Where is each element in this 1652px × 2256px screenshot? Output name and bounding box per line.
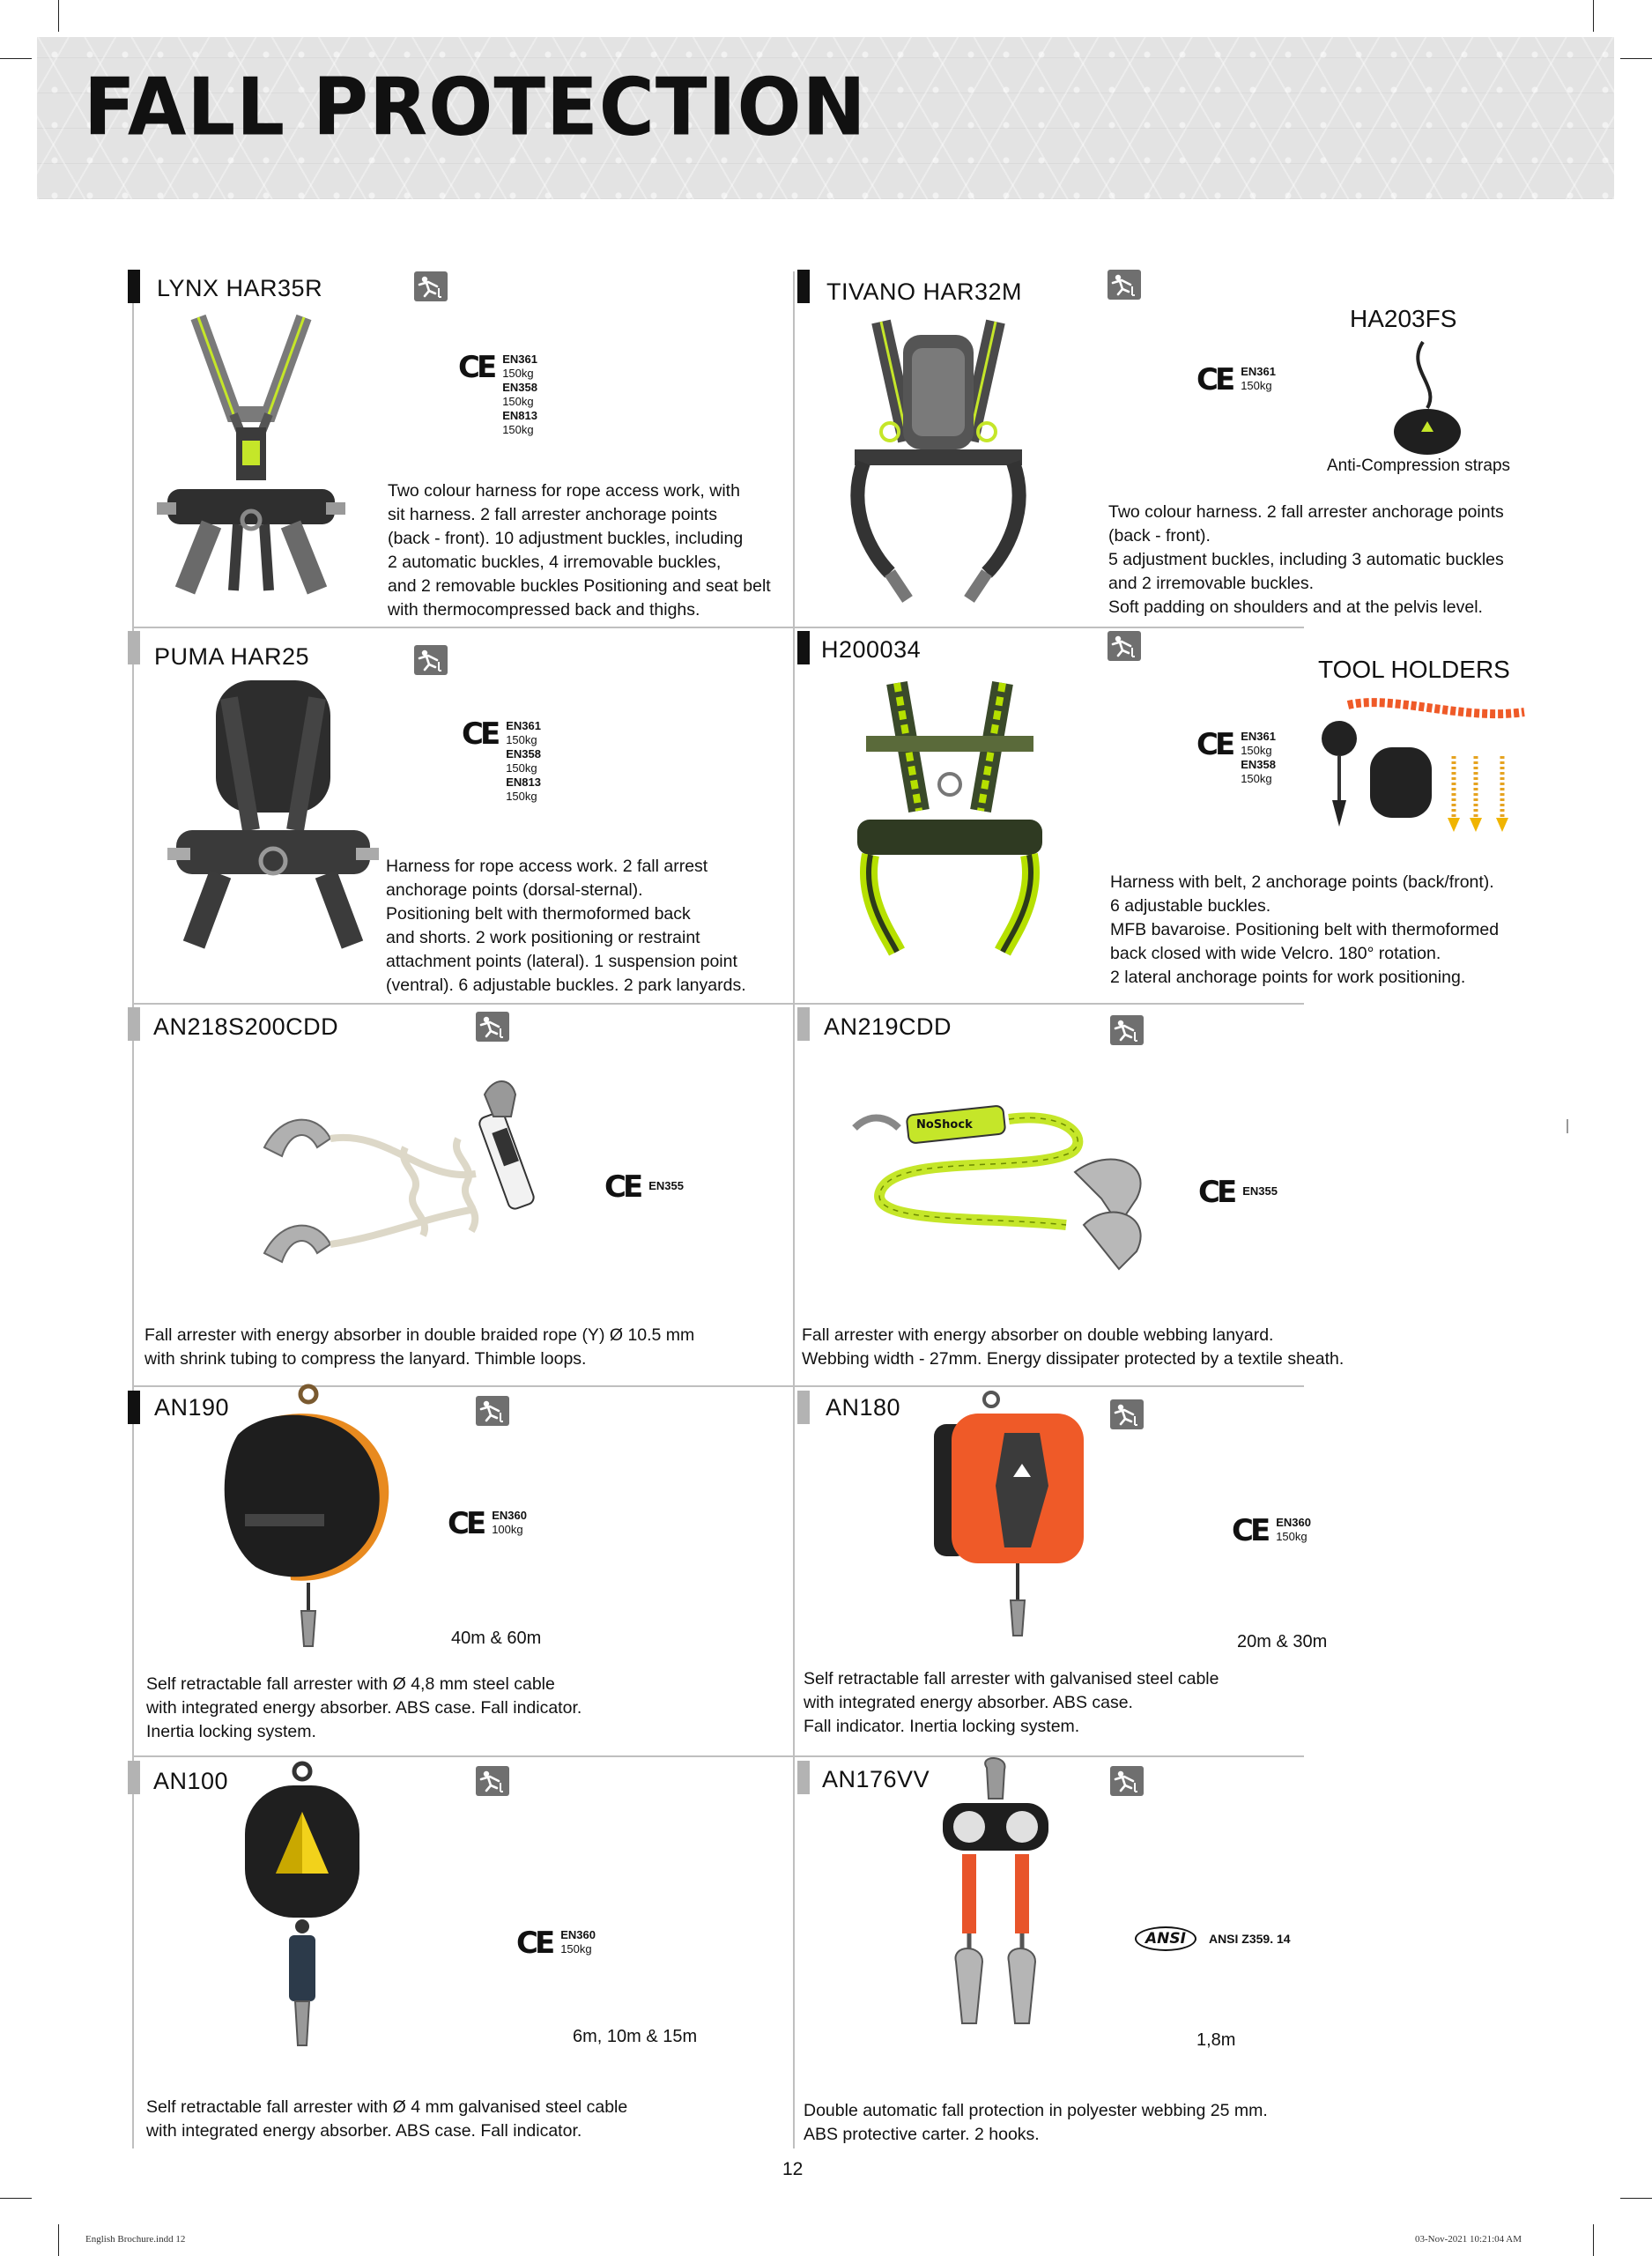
desc-line: attachment points (lateral). 1 suspension point bbox=[386, 952, 737, 971]
fall-arrest-person-icon bbox=[414, 645, 448, 675]
available-lengths: 20m & 30m bbox=[1237, 1632, 1328, 1651]
retractable-image-an100 bbox=[236, 1759, 368, 2059]
harness-image-h200034 bbox=[844, 670, 1056, 961]
crop-mark bbox=[58, 0, 59, 32]
desc-line: Harness with belt, 2 anchorage points (back/front). bbox=[1110, 872, 1494, 892]
footer-timestamp: 03-Nov-2021 10:21:04 AM bbox=[1415, 2234, 1522, 2245]
product-marker bbox=[797, 1391, 810, 1424]
cert-standard: EN361 bbox=[502, 352, 537, 366]
cert-standard: EN360 bbox=[492, 1509, 527, 1522]
ce-mark-icon: CE bbox=[458, 350, 494, 385]
cert-load: 150kg bbox=[502, 367, 534, 380]
desc-line: with integrated energy absorber. ABS case. Fall indicator. bbox=[146, 1698, 582, 1718]
cert-standard: EN358 bbox=[502, 381, 537, 394]
desc-line: Inertia locking system. bbox=[146, 1722, 316, 1741]
desc-line: (ventral). 6 adjustable buckles. 2 park lanyards. bbox=[386, 976, 746, 995]
ansi-standard: ANSI Z359. 14 bbox=[1208, 1932, 1291, 1946]
ce-certification bbox=[462, 716, 541, 804]
product-title-an180: AN180 bbox=[826, 1394, 901, 1421]
desc-line: Webbing width - 27mm. Energy dissipater protected by a textile sheath. bbox=[802, 1349, 1345, 1369]
ansi-certification bbox=[1135, 1926, 1291, 1951]
cert-load: 150kg bbox=[502, 395, 534, 408]
product-description bbox=[146, 1673, 582, 1744]
desc-line: with integrated energy absorber. ABS case. Fall indicator. bbox=[146, 2121, 582, 2141]
lanyard-image-an219 bbox=[846, 1093, 1163, 1278]
cert-load: 150kg bbox=[502, 423, 534, 436]
crop-mark bbox=[1620, 2198, 1652, 2199]
fall-arrest-person-icon bbox=[476, 1012, 509, 1042]
product-title-lynx: LYNX HAR35R bbox=[157, 275, 323, 301]
product-marker bbox=[797, 631, 810, 664]
retractable-image-an180 bbox=[925, 1389, 1101, 1662]
double-lanyard-image-an176 bbox=[925, 1759, 1066, 2059]
crop-mark bbox=[58, 2224, 59, 2256]
harness-image-tivano bbox=[837, 308, 1040, 608]
ce-certification bbox=[448, 1506, 527, 1541]
product-marker bbox=[797, 1007, 810, 1041]
cert-load: 150kg bbox=[506, 761, 537, 775]
desc-line: Self retractable fall arrester with galvanised steel cable bbox=[804, 1669, 1219, 1688]
desc-line: ABS protective carter. 2 hooks. bbox=[804, 2125, 1040, 2144]
desc-line: MFB bavaroise. Positioning belt with thermoformed bbox=[1110, 920, 1500, 939]
cert-standard: EN813 bbox=[502, 409, 537, 422]
desc-line: and 2 removable buckles Positioning and seat belt bbox=[388, 576, 771, 596]
desc-line: Two colour harness for rope access work, with bbox=[388, 481, 740, 501]
desc-line: sit harness. 2 fall arrester anchorage points bbox=[388, 505, 717, 524]
product-marker bbox=[128, 631, 140, 664]
ce-mark-icon: CE bbox=[1232, 1513, 1268, 1548]
desc-line: Soft padding on shoulders and at the pelvis level. bbox=[1108, 597, 1483, 617]
ansi-logo-icon: ANSI bbox=[1135, 1926, 1196, 1951]
harness-image-lynx bbox=[150, 308, 352, 608]
cert-standard: EN355 bbox=[648, 1179, 684, 1192]
available-lengths: 40m & 60m bbox=[451, 1629, 542, 1648]
product-title-tivano: TIVANO HAR32M bbox=[826, 278, 1023, 305]
ce-certification bbox=[1196, 727, 1276, 786]
desc-line: 6 adjustable buckles. bbox=[1110, 896, 1271, 916]
available-lengths: 1,8m bbox=[1196, 2030, 1236, 2050]
fall-arrest-person-icon bbox=[414, 271, 448, 301]
cert-load: 100kg bbox=[492, 1523, 523, 1536]
desc-line: with integrated energy absorber. ABS case. bbox=[804, 1693, 1133, 1712]
cert-load: 150kg bbox=[1241, 744, 1272, 757]
product-title-h200034: H200034 bbox=[821, 636, 922, 663]
desc-line: back closed with wide Velcro. 180° rotation. bbox=[1110, 944, 1441, 963]
accessory-caption: Anti-Compression straps bbox=[1327, 456, 1511, 475]
crop-mark bbox=[1593, 0, 1594, 32]
product-title-an219: AN219CDD bbox=[824, 1013, 952, 1040]
harness-image-puma bbox=[167, 672, 379, 962]
desc-line: Harness for rope access work. 2 fall arrest bbox=[386, 857, 708, 876]
desc-line: Fall indicator. Inertia locking system. bbox=[804, 1717, 1080, 1736]
desc-line: with shrink tubing to compress the lanyard. Thimble loops. bbox=[144, 1349, 587, 1369]
product-description bbox=[146, 2096, 627, 2143]
anti-compression-strap-image bbox=[1388, 333, 1467, 456]
column-divider bbox=[793, 271, 795, 2148]
product-description bbox=[1110, 871, 1499, 990]
product-marker bbox=[128, 1391, 140, 1424]
product-title-an218: AN218S200CDD bbox=[153, 1013, 339, 1040]
desc-line: 2 lateral anchorage points for work positioning. bbox=[1110, 968, 1466, 987]
crop-mark bbox=[1593, 2224, 1594, 2256]
ce-mark-icon: CE bbox=[516, 1926, 552, 1961]
ce-certification bbox=[458, 352, 537, 437]
cert-load: 150kg bbox=[1241, 772, 1272, 785]
desc-line: Fall arrester with energy absorber on double webbing lanyard. bbox=[802, 1325, 1274, 1345]
row-divider bbox=[132, 627, 1304, 628]
row-divider bbox=[132, 1003, 1304, 1005]
page-title: FALL PROTECTION bbox=[84, 61, 867, 154]
fall-arrest-person-icon bbox=[1108, 270, 1141, 300]
fall-arrest-person-icon bbox=[1110, 1015, 1144, 1045]
ce-certification bbox=[1198, 1175, 1278, 1210]
ce-certification bbox=[604, 1169, 684, 1205]
accessory-title-tool-holders: TOOL HOLDERS bbox=[1318, 656, 1510, 683]
accessory-title-ha203fs: HA203FS bbox=[1350, 305, 1457, 332]
ce-mark-icon: CE bbox=[1198, 1175, 1234, 1210]
product-description bbox=[804, 1667, 1219, 1739]
cert-standard: EN358 bbox=[506, 747, 541, 761]
fall-arrest-person-icon bbox=[1108, 631, 1141, 661]
desc-line: Fall arrester with energy absorber in double braided rope (Y) Ø 10.5 mm bbox=[144, 1325, 695, 1345]
crop-mark bbox=[0, 58, 32, 59]
product-description bbox=[802, 1324, 1344, 1371]
absorber-label: NoShock bbox=[916, 1118, 973, 1132]
desc-line: and shorts. 2 work positioning or restraint bbox=[386, 928, 700, 947]
ce-certification bbox=[1232, 1513, 1311, 1548]
product-description bbox=[386, 855, 746, 998]
product-marker bbox=[128, 1007, 140, 1041]
retractable-image-an190 bbox=[220, 1382, 396, 1655]
product-marker bbox=[128, 1761, 140, 1794]
desc-line: 5 adjustment buckles, including 3 automatic buckles bbox=[1108, 550, 1504, 569]
cert-load: 150kg bbox=[560, 1942, 592, 1955]
product-marker bbox=[128, 270, 140, 303]
product-title-puma: PUMA HAR25 bbox=[154, 643, 310, 670]
lanyard-image-an218 bbox=[247, 1077, 599, 1288]
ce-certification bbox=[516, 1926, 596, 1961]
desc-line: Double automatic fall protection in polyester webbing 25 mm. bbox=[804, 2101, 1268, 2120]
ce-mark-icon: CE bbox=[604, 1169, 641, 1205]
available-lengths: 6m, 10m & 15m bbox=[573, 2027, 698, 2046]
ce-mark-icon: CE bbox=[462, 716, 498, 752]
desc-line: (back - front). 10 adjustment buckles, including bbox=[388, 529, 744, 548]
ce-mark-icon: CE bbox=[1196, 727, 1233, 762]
cert-standard: EN813 bbox=[506, 776, 541, 789]
cert-standard: EN360 bbox=[560, 1928, 596, 1941]
cert-load: 150kg bbox=[506, 733, 537, 746]
product-marker bbox=[797, 270, 810, 303]
margin-tick bbox=[1567, 1119, 1568, 1133]
fall-arrest-person-icon bbox=[476, 1766, 509, 1796]
cert-standard: EN360 bbox=[1276, 1516, 1311, 1529]
fall-arrest-person-icon bbox=[1110, 1399, 1144, 1429]
product-description bbox=[144, 1324, 694, 1371]
product-description bbox=[804, 2099, 1268, 2147]
desc-line: 2 automatic buckles, 4 irremovable buckles, bbox=[388, 553, 722, 572]
tool-holders-image bbox=[1286, 686, 1542, 835]
row-divider bbox=[132, 1755, 1304, 1757]
cert-load: 150kg bbox=[506, 790, 537, 803]
fall-arrest-person-icon bbox=[1110, 1766, 1144, 1796]
desc-line: (back - front). bbox=[1108, 526, 1211, 545]
desc-line: Two colour harness. 2 fall arrester anchorage points bbox=[1108, 502, 1504, 522]
desc-line: anchorage points (dorsal-sternal). bbox=[386, 880, 643, 900]
ce-mark-icon: CE bbox=[1196, 362, 1233, 397]
cert-standard: EN361 bbox=[1241, 730, 1276, 743]
cert-load: 150kg bbox=[1241, 379, 1272, 392]
footer-file-info: English Brochure.indd 12 bbox=[85, 2234, 186, 2245]
product-title-an176: AN176VV bbox=[822, 1766, 930, 1792]
product-title-an190: AN190 bbox=[154, 1394, 230, 1421]
crop-mark bbox=[0, 2198, 32, 2199]
desc-line: Positioning belt with thermoformed back bbox=[386, 904, 691, 924]
product-title-an100: AN100 bbox=[153, 1768, 229, 1794]
ce-certification bbox=[1196, 362, 1276, 397]
ce-mark-icon: CE bbox=[448, 1506, 484, 1541]
cert-standard: EN361 bbox=[1241, 365, 1276, 378]
cert-standard: EN358 bbox=[1241, 758, 1276, 771]
desc-line: Self retractable fall arrester with Ø 4 mm galvanised steel cable bbox=[146, 2097, 628, 2117]
product-description bbox=[388, 479, 771, 622]
column-divider bbox=[132, 271, 134, 2148]
product-marker bbox=[797, 1761, 810, 1794]
desc-line: and 2 irremovable buckles. bbox=[1108, 574, 1315, 593]
cert-load: 150kg bbox=[1276, 1530, 1308, 1543]
fall-arrest-person-icon bbox=[476, 1396, 509, 1426]
page-number: 12 bbox=[782, 2159, 804, 2179]
desc-line: Self retractable fall arrester with Ø 4,8 mm steel cable bbox=[146, 1674, 555, 1694]
crop-mark bbox=[1620, 58, 1652, 59]
cert-standard: EN361 bbox=[506, 719, 541, 732]
desc-line: with thermocompressed back and thighs. bbox=[388, 600, 700, 620]
product-description bbox=[1108, 501, 1504, 620]
cert-standard: EN355 bbox=[1242, 1184, 1278, 1198]
